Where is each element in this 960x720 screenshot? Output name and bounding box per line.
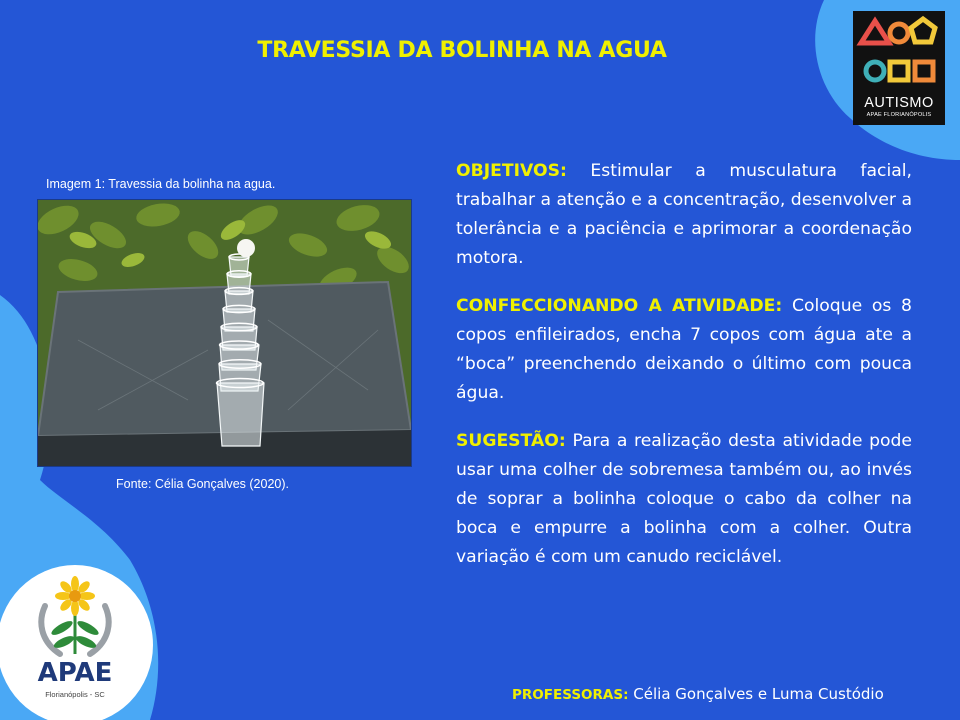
apae-logo-title: APAE — [37, 658, 113, 688]
apae-flower-hands-icon — [10, 566, 140, 658]
section-heading: OBJETIVOS: — [456, 161, 567, 181]
section-heading: CONFECCIONANDO A ATIVIDADE: — [456, 296, 783, 316]
autismo-logo-title: AUTISMO — [864, 95, 934, 111]
apae-logo-subtitle: Florianópolis - SC — [45, 690, 105, 699]
activity-photo — [37, 199, 412, 467]
apae-logo — [10, 566, 140, 714]
image-caption: Imagem 1: Travessia da bolinha na agua. — [46, 177, 276, 191]
autismo-logo — [853, 11, 945, 125]
autismo-logo-subtitle: APAE FLORIANÓPOLIS — [866, 112, 932, 118]
page-title: TRAVESSIA DA BOLINHA NA AGUA — [257, 38, 667, 63]
footer-credits — [512, 685, 884, 703]
autismo-shapes-icon — [853, 11, 945, 95]
section-heading: SUGESTÃO: — [456, 431, 566, 451]
section-text: Para a realização desta atividade pode usar uma colher de sobremesa também ou, ao invés de soprar a bolinha coloque o cabo da colher na boca e empurre a bolinha com a colher. Outra variação é com um canudo reciclável. — [456, 431, 913, 567]
section-objetivos — [456, 157, 912, 273]
section-confeccionando — [456, 292, 912, 408]
activity-description — [456, 157, 912, 591]
image-source: Fonte: Célia Gonçalves (2020). — [116, 477, 290, 491]
section-text: Coloque os 8 copos enfileirados, encha 7 copos com água ate a “boca” preenchendo deixando o último com pouca água. — [456, 296, 912, 403]
footer-label: PROFESSORAS: — [512, 687, 629, 703]
section-sugestao — [456, 427, 912, 572]
footer-names: Célia Gonçalves e Luma Custódio — [633, 685, 884, 703]
section-text: Estimular a musculatura facial, trabalhar a atenção e a concentração, desenvolver a tolerância e a paciência e aprimorar a coordenação motora. — [456, 161, 912, 268]
